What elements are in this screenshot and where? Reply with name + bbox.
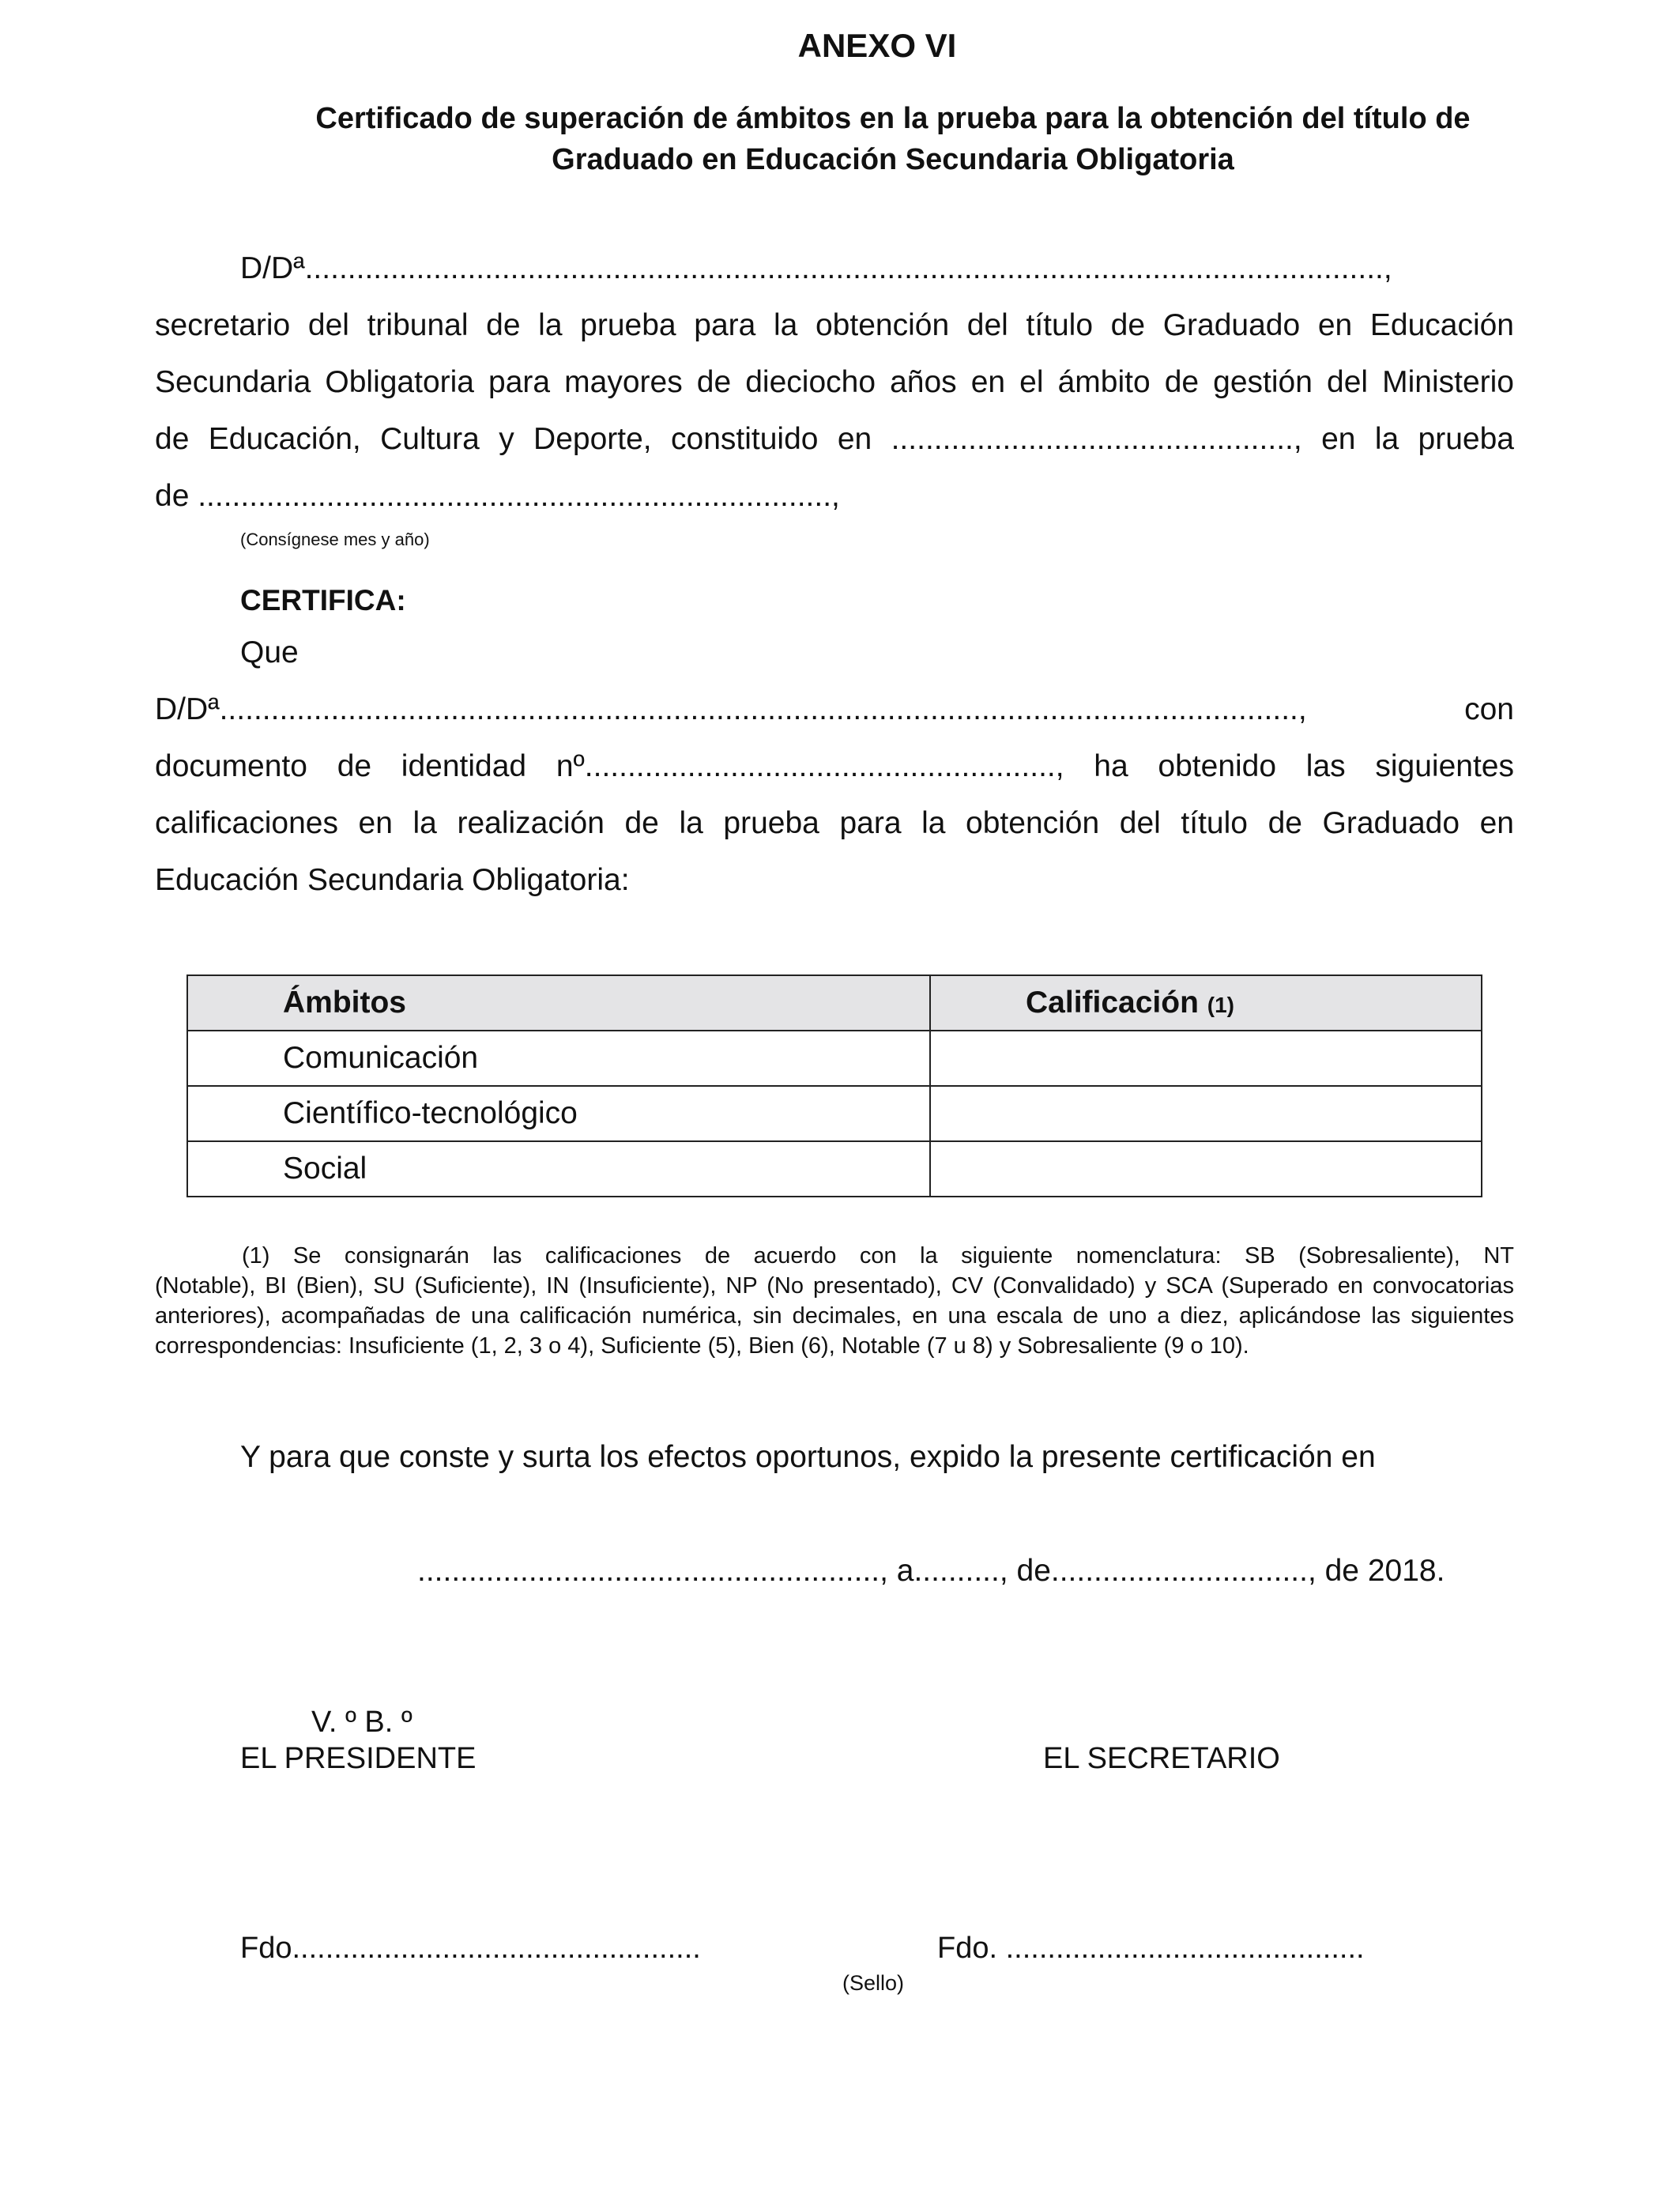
ambito-cell: Científico-tecnológico (187, 1086, 930, 1141)
closing-statement: Y para que conste y surta los efectos oportunos, expido la presente certificación en (240, 1440, 1376, 1474)
para2-line-2: documento de identidad nº......................................................., ha obtenido las siguientes (155, 749, 1514, 783)
para2-line-4: Educación Secundaria Obligatoria: (155, 863, 630, 897)
date-line: ......................................................, a.........., de.............................., de 2018. (417, 1554, 1445, 1588)
table-row (187, 1141, 1482, 1197)
grades-table (186, 974, 1482, 1197)
header-ambitos: Ámbitos (187, 975, 930, 1031)
grade-cell[interactable] (930, 1086, 1482, 1141)
table-header-row (187, 975, 1482, 1031)
grade-cell[interactable] (930, 1141, 1482, 1197)
secretary-label: EL SECRETARIO (1043, 1742, 1280, 1775)
visto-bueno: V. º B. º (311, 1706, 412, 1739)
secretary-signature-line: Fdo. ........................................... (937, 1932, 1365, 1965)
header-calificacion (930, 975, 1482, 1031)
para1-line-1: secretario del tribunal de la prueba para la obtención del título de Graduado en Educación (155, 308, 1514, 342)
ambito-cell: Social (187, 1141, 930, 1197)
para1-line-4: de .........................................................................., (155, 479, 840, 513)
footnote-line-1: (1) Se consignarán las calificaciones de acuerdo con la siguiente nomenclatura: SB (Sobresaliente), NT (242, 1243, 1514, 1269)
para2-line-3: calificaciones en la realización de la prueba para la obtención del título de Graduado en (155, 806, 1514, 840)
footnote (155, 1241, 1514, 1361)
para2-line-1: D/Dª.............................................................................................................................., con (155, 692, 1514, 726)
footnote-rest: (Notable), BI (Bien), SU (Suficiente), IN (Insuficiente), NP (No presentado), CV (Convalidado) y SCA (Superado en convocatorias anteriores), acompañadas de una calificación numérica, sin decimales, en una escala de uno a diez, aplicándose las siguientes correspondencias: Insuficiente (1, 2, 3 o 4), Suficiente (5), Bien (6), Notable (7 u 8) y Sobresaliente (9 o 10). (155, 1273, 1514, 1359)
stamp-label: (Sello) (842, 1971, 905, 1995)
document-subtitle (237, 98, 1549, 180)
certifica-heading: CERTIFICA: (240, 584, 406, 616)
que-text: Que (240, 635, 299, 669)
ambito-cell: Comunicación (187, 1031, 930, 1086)
president-signature-line: Fdo................................................. (240, 1932, 701, 1965)
grade-cell[interactable] (930, 1031, 1482, 1086)
para1-line-2: Secundaria Obligatoria para mayores de dieciocho años en el ámbito de gestión del Ministerio (155, 365, 1514, 399)
para1-line-3: de Educación, Cultura y Deporte, constituido en ..............................................., en la prueba (155, 422, 1514, 456)
annex-title: ANEXO VI (797, 27, 957, 64)
subtitle-line-1: Certificado de superación de ámbitos en la prueba para la obtención del título de (315, 102, 1471, 135)
header-calificacion-label: Calificación (1026, 986, 1199, 1020)
dd-line-secretary: D/Dª.............................................................................................................................., (240, 251, 1392, 285)
header-note-ref: (1) (1207, 993, 1234, 1017)
subtitle-line-2: Graduado en Educación Secundaria Obligatoria (552, 143, 1234, 176)
month-note: (Consígnese mes y año) (240, 530, 430, 549)
table-row (187, 1086, 1482, 1141)
table-row (187, 1031, 1482, 1086)
president-label: EL PRESIDENTE (240, 1742, 477, 1775)
